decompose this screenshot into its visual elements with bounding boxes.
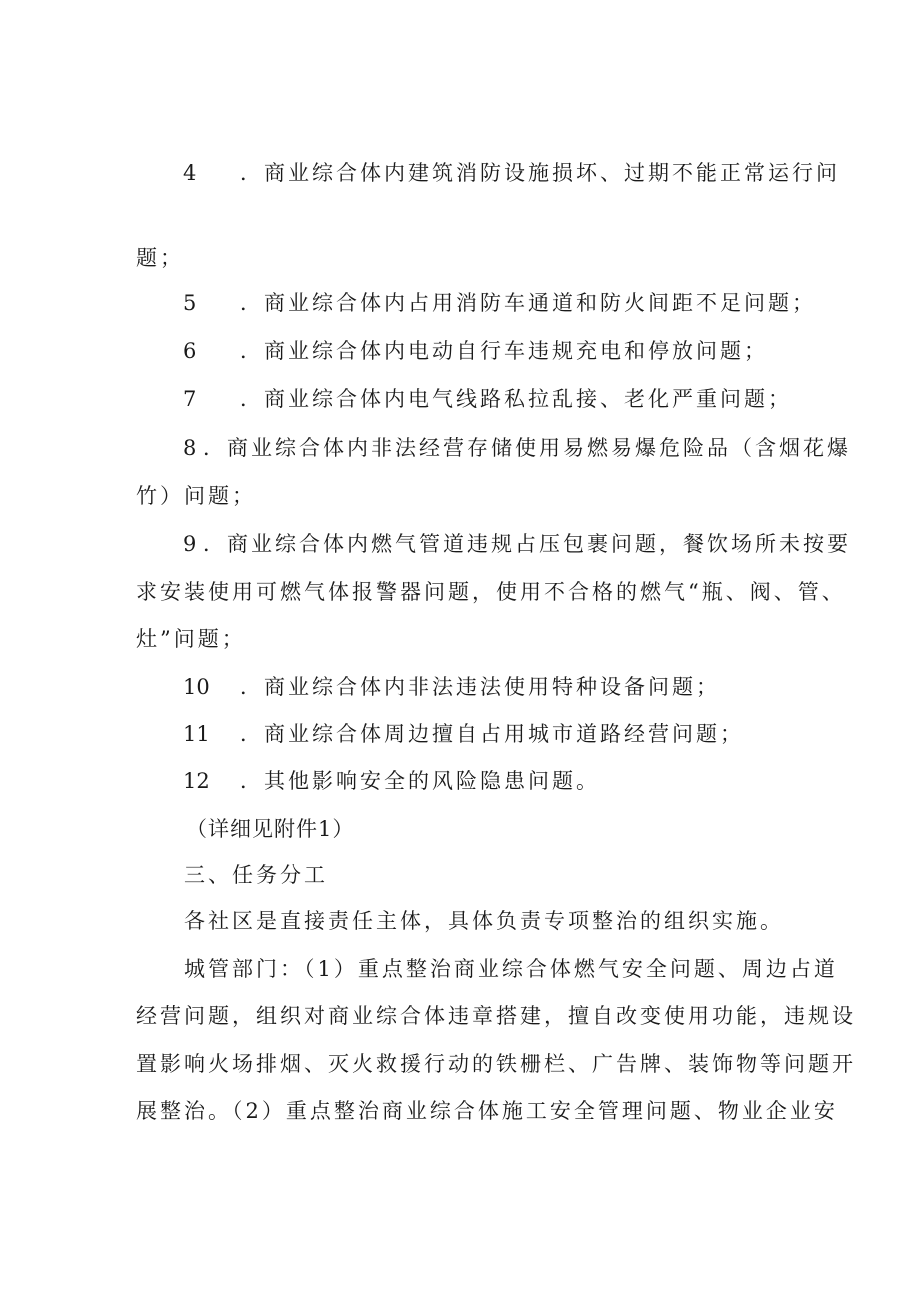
list-item-number: 8 — [183, 436, 197, 460]
list-item-9 — [183, 529, 851, 559]
list-item-7 — [183, 384, 792, 414]
list-item-text: 灶”问题； — [136, 627, 246, 651]
list-item-4-continuation — [136, 243, 184, 273]
list-item-text: ．商业综合体内建筑消防设施损坏、过期不能正常运行问 — [240, 161, 840, 185]
list-item-number: 10 — [183, 675, 210, 699]
list-item-number: 12 — [183, 769, 210, 793]
list-item-text: 题； — [136, 246, 184, 270]
list-item-6 — [183, 336, 768, 366]
list-item-10 — [183, 672, 720, 702]
section-heading: 三、任务分工 — [184, 863, 328, 887]
list-item-text: ．商业综合体内电动自行车违规充电和停放问题； — [240, 339, 768, 363]
paragraph-urban-line-2: 经营问题，组织对商业综合体违章搭建，擅自改变使用功能，违规设 — [136, 1004, 856, 1028]
list-item-4 — [183, 158, 840, 188]
list-item-number: 9 — [183, 532, 197, 556]
list-item-text: 求安装使用可燃气体报警器问题，使用不合格的燃气“瓶、阀、管、 — [136, 580, 846, 604]
list-item-8 — [183, 433, 851, 463]
list-item-11 — [183, 719, 744, 749]
list-item-text: 竹）问题； — [136, 484, 256, 508]
paragraph-urban-line-3: 置影响火场排烟、灭火救援行动的铁栅栏、广告牌、装饰物等问题开 — [136, 1052, 856, 1076]
list-item-text: ．商业综合体周边擅自占用城市道路经营问题； — [240, 722, 744, 746]
list-item-text: ．其他影响安全的风险隐患问题。 — [240, 769, 600, 793]
list-item-text: ．商业综合体内燃气管道违规占压包裹问题，餐饮场所未按要 — [203, 532, 851, 556]
list-item-text: ．商业综合体内非法违法使用特种设备问题； — [240, 675, 720, 699]
list-item-number: 7 — [183, 387, 197, 411]
list-item-number: 6 — [183, 339, 197, 363]
list-item-9-continuation-2 — [136, 624, 246, 654]
paragraph-urban-line-1: 城管部门：（1）重点整治商业综合体燃气安全问题、周边占道 — [184, 957, 838, 981]
list-item-number: 4 — [183, 161, 197, 185]
list-item-9-continuation — [136, 577, 846, 607]
list-item-text: ．商业综合体内电气线路私拉乱接、老化严重问题； — [240, 387, 792, 411]
list-item-number: 5 — [183, 291, 197, 315]
list-item-text: ．商业综合体内占用消防车通道和防火间距不足问题； — [240, 291, 816, 315]
list-item-text: ．商业综合体内非法经营存储使用易燃易爆危险品（含烟花爆 — [203, 436, 851, 460]
list-item-8-continuation — [136, 481, 256, 511]
paragraph-urban-line-4: 展整治。（2）重点整治商业综合体施工安全管理问题、物业企业安 — [136, 1099, 838, 1123]
list-item-12 — [183, 766, 600, 796]
list-item-5 — [183, 288, 816, 318]
detail-note: （详细见附件1） — [186, 817, 355, 841]
list-item-number: 11 — [183, 722, 210, 746]
paragraph-community: 各社区是直接责任主体，具体负责专项整治的组织实施。 — [184, 909, 784, 933]
